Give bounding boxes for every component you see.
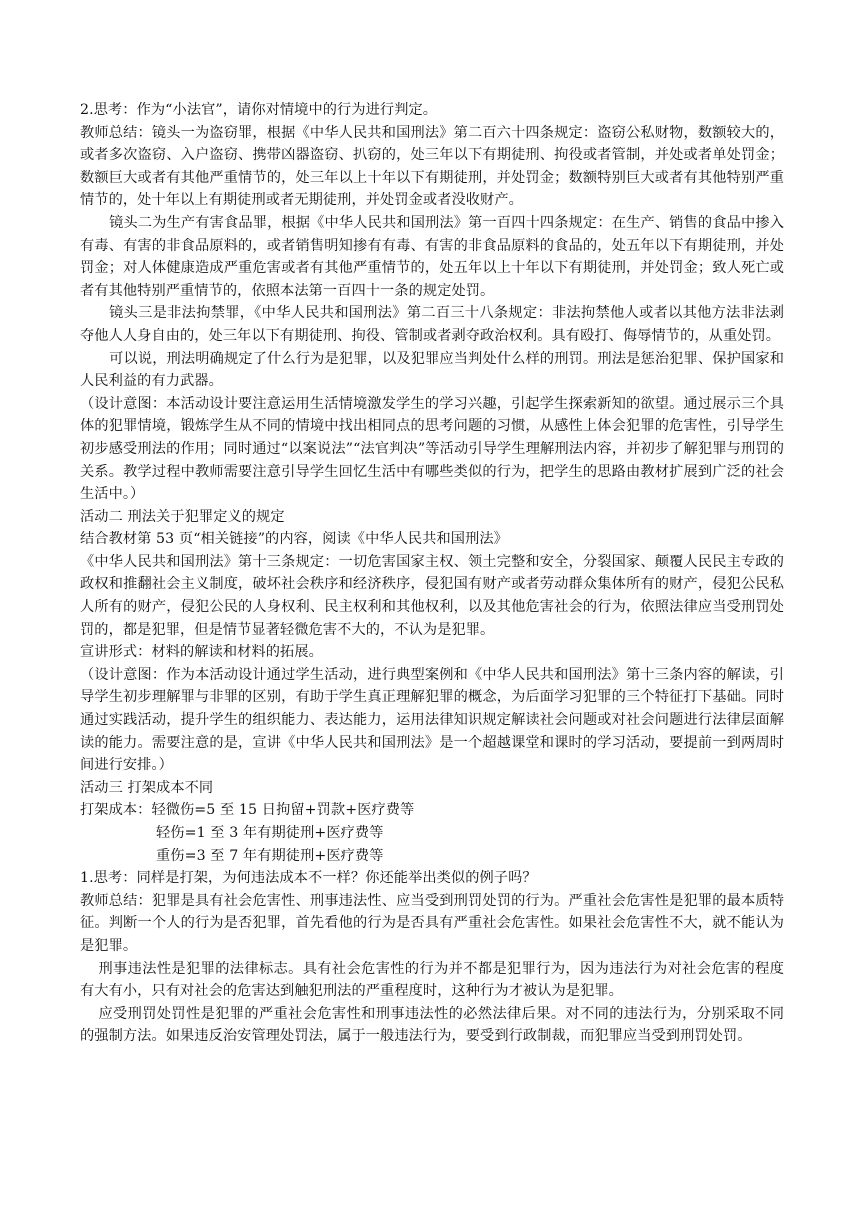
scene-2-paragraph: 镜头二为生产有害食品罪，根据《中华人民共和国刑法》第一百四十四条规定：在生产、销售的食品中掺入有毒、有害的非食品原料的，或者销售明知掺有有毒、有害的非食品原料的食品的，处五年以下有期徒刑，并处罚金；对人体健康造成严重危害或者有其他严重情节的，处五年以上十年以下有期徒刑，并处罚金；致人死亡或者有其他特别严重情节的，依照本法第一百四十一条的规定处罚。	[80, 214, 784, 299]
fight-cost-minor-injury: 打架成本：轻微伤=5 至 15 日拘留+罚款+医疗费等	[80, 802, 415, 819]
criminal-illegality-paragraph: 刑事违法性是犯罪的法律标志。具有社会危害性的行为并不都是犯罪行为，因为违法行为对社会危害的程度有大有小，只有对社会的危害达到触犯刑法的严重程度时，这种行为才被认为是犯罪。	[80, 960, 784, 1000]
punishability-paragraph: 应受刑罚处罚性是犯罪的严重社会危害性和刑事违法性的必然法律后果。对不同的违法行为，分别采取不同的强制方法。如果违反治安管理处罚法，属于一般违法行为，要受到行政制裁，而犯罪应当受到刑罚处罚。	[80, 1005, 784, 1045]
question-2: 2.思考：作为“小法官”，请你对情境中的行为进行判定。	[80, 102, 438, 118]
activity-2-heading: 活动二 刑法关于犯罪定义的规定	[80, 508, 285, 525]
criminal-law-conclusion: 可以说，刑法明确规定了什么行为是犯罪，以及犯罪应当判处什么样的刑罚。刑法是惩治犯罪、保护国家和人民利益的有力武器。	[80, 350, 784, 390]
teacher-summary-scene-1: 教师总结：镜头一为盗窃罪，根据《中华人民共和国刑法》第二百六十四条规定：盗窃公私财物，数额较大的，或者多次盗窃、入户盗窃、携带凶器盗窃、扒窃的，处三年以下有期徒刑、拘役或者管制，并处或者单处罚金；数额巨大或者有其他严重情节的，处三年以上十年以下有期徒刑，并处罚金；数额特别巨大或者有其他特别严重情节的，处十年以上有期徒刑或者无期徒刑，并处罚金或者没收财产。	[80, 124, 784, 209]
fight-cost-minor-harm: 轻伤=1 至 3 年有期徒刑+医疗费等	[156, 825, 384, 841]
article-13-quote: 《中华人民共和国刑法》第十三条规定：一切危害国家主权、领土完整和安全，分裂国家、颠覆人民民主专政的政权和推翻社会主义制度，破坏社会秩序和经济秩序，侵犯国有财产或者劳动群众集体所有的财产，侵犯公民私人所有的财产，侵犯公民的人身权利、民主权利和其他权利，以及其他危害社会的行为，依照法律应当受刑罚处罚的，都是犯罪，但是情节显著轻微危害不大的，不认为是犯罪。	[80, 553, 784, 638]
question-1: 1.思考：同样是打架，为何违法成本不一样？你还能举出类似的例子吗？	[80, 870, 537, 887]
fight-cost-serious-harm: 重伤=3 至 7 年有期徒刑+医疗费等	[156, 847, 384, 864]
scene-3-paragraph: 镜头三是非法拘禁罪，《中华人民共和国刑法》第二百三十八条规定：非法拘禁他人或者以其他方法非法剥夺他人人身自由的，处三年以下有期徒刑、拘役、管制或者剥夺政治权利。具有殴打、侮辱情节的，从重处罚。	[80, 305, 784, 344]
design-intent-2: （设计意图：作为本活动设计通过学生活动，进行典型案例和《中华人民共和国刑法》第十三条内容的解读，引导学生初步理解罪与非罪的区别，有助于学生真正理解犯罪的概念，为后面学习犯罪的三个特征打下基础。同时通过实践活动，提升学生的组织能力、表达能力，运用法律知识规定解读社会问题或对社会问题进行法律层面解读的能力。需要注意的是，宣讲《中华人民共和国刑法》是一个超越课堂和课时的学习活动，要提前一到两周时间进行安排。）	[80, 666, 784, 774]
design-intent-1: （设计意图：本活动设计要注意运用生活情境激发学生的学习兴趣，引起学生探索新知的欲望。通过展示三个具体的犯罪情境，锻炼学生从不同的情境中找出相同点的思考问题的习惯，从感性上体会犯罪的危害性，引导学生初步感受刑法的作用；同时通过“以案说法”“法官判决”等活动引导学生理解刑法内容，并初步了解犯罪与刑罚的关系。教学过程中教师需要注意引导学生回忆生活中有哪些类似的行为，把学生的思路由教材扩展到广泛的社会生活中。）	[80, 395, 784, 503]
document-page	[80, 99, 784, 1048]
activity-2-instruction: 结合教材第 53 页“相关链接”的内容，阅读《中华人民共和国刑法》	[80, 531, 508, 548]
activity-3-heading: 活动三 打架成本不同	[80, 779, 214, 796]
fight-cost-list	[80, 799, 784, 867]
teacher-summary-crime-features: 教师总结：犯罪是具有社会危害性、刑事违法性、应当受到刑罚处罚的行为。严重社会危害性是犯罪的最本质特征。判断一个人的行为是否犯罪，首先看他的行为是否具有严重社会危害性。如果社会危害性不大，就不能认为是犯罪。	[80, 892, 784, 954]
presentation-format: 宣讲形式：材料的解读和材料的拓展。	[80, 644, 323, 661]
